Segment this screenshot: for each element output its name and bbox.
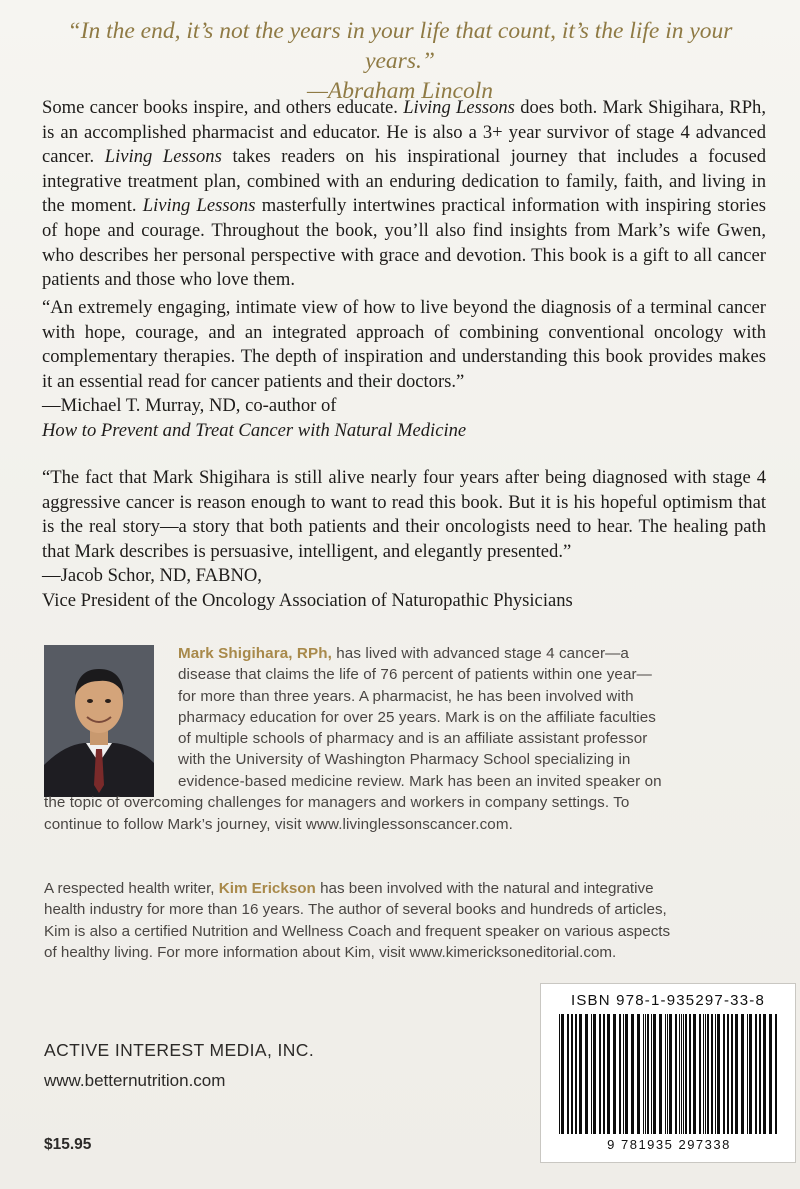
book-title: Living Lessons bbox=[403, 97, 515, 118]
endorsement-murray bbox=[42, 296, 766, 444]
endorsement-schor bbox=[42, 466, 766, 614]
barcode-bar bbox=[689, 1014, 691, 1134]
barcode-bar bbox=[759, 1014, 761, 1134]
barcode-bar bbox=[625, 1014, 628, 1134]
barcode-bar bbox=[715, 1014, 716, 1134]
barcode-bar bbox=[755, 1014, 757, 1134]
barcode-bar bbox=[775, 1014, 777, 1134]
barcode-bar bbox=[703, 1014, 704, 1134]
barcode-bars bbox=[541, 984, 795, 1162]
barcode-bar bbox=[637, 1014, 640, 1134]
barcode-bar bbox=[607, 1014, 610, 1134]
endorsement-affiliation: Vice President of the Oncology Association of Naturopathic Physicians bbox=[42, 589, 573, 611]
epigraph-attribution: —Abraham Lincoln bbox=[306, 78, 494, 104]
barcode-bar bbox=[699, 1014, 701, 1134]
barcode-bar bbox=[685, 1014, 687, 1134]
barcode-bar bbox=[669, 1014, 672, 1134]
barcode-bar bbox=[675, 1014, 677, 1134]
barcode-bar bbox=[711, 1014, 713, 1134]
barcode-bar bbox=[631, 1014, 634, 1134]
barcode-bar bbox=[643, 1014, 644, 1134]
barcode-bar bbox=[683, 1014, 684, 1134]
publisher-website: www.betternutrition.com bbox=[44, 1071, 226, 1090]
barcode-bar bbox=[593, 1014, 596, 1134]
barcode-bar bbox=[665, 1014, 666, 1134]
barcode-bar bbox=[763, 1014, 766, 1134]
barcode-bar bbox=[667, 1014, 668, 1134]
author-bio-continued: evidence-based medicine review. Mark has been an invited speaker on the topic of overcoming challenges for managers and workers in company settings. To continue to follow Mark’s journey, visit www.livinglessonscancer.com. bbox=[44, 773, 662, 833]
barcode-bar bbox=[567, 1014, 569, 1134]
barcode-bar bbox=[651, 1014, 652, 1134]
barcode-bar bbox=[705, 1014, 706, 1134]
barcode-bar bbox=[769, 1014, 772, 1134]
endorsement-text: “An extremely engaging, intimate view of how to live beyond the diagnosis of a terminal cancer with hope, courage, and an integrated approach of combining conventional oncology with complementary therapies. The depth of inspiration and understanding this book provides makes it an essential read for cancer patients and their doctors.” bbox=[42, 297, 766, 392]
barcode-bar bbox=[623, 1014, 624, 1134]
barcode-bar bbox=[659, 1014, 662, 1134]
coauthor-name: Kim Erickson bbox=[218, 880, 316, 897]
barcode-bar bbox=[591, 1014, 592, 1134]
epigraph bbox=[30, 16, 770, 106]
barcode-bar bbox=[741, 1014, 744, 1134]
book-description: Some cancer books inspire, and others educate. Living Lessons does both. Mark Shigihara, RPh, is an accomplished pharmacist and educator. He is also a 3+ year survivor of stage 4 advanced cancer. Living Lessons takes readers on his inspirational journey that includes a focused integrative treatment plan, combined with an enduring dedication to family, faith, and living in the moment. Living Lessons masterfully intertwines practical information with inspiring stories of hope and courage. Throughout the book, you’ll also find insights from Mark’s wife Gwen, who describes her personal perspective with grace and devotion. This book is a gift to all cancer patients and those who love them. bbox=[42, 97, 766, 291]
barcode-bar bbox=[645, 1014, 646, 1134]
book-title: Living Lessons bbox=[142, 195, 256, 217]
isbn-label: ISBN 978-1-935297-33-8 bbox=[570, 992, 765, 1009]
barcode-bar bbox=[585, 1014, 588, 1134]
endorsement-author: —Jacob Schor, ND, FABNO, bbox=[42, 565, 262, 587]
barcode-bar bbox=[707, 1014, 709, 1134]
barcode-bar bbox=[571, 1014, 573, 1134]
barcode-bar bbox=[735, 1014, 738, 1134]
barcode-bar bbox=[647, 1014, 649, 1134]
barcode-bar bbox=[619, 1014, 621, 1134]
isbn-barcode bbox=[540, 983, 796, 1163]
barcode-bar bbox=[731, 1014, 733, 1134]
barcode-bar bbox=[579, 1014, 582, 1134]
barcode-bar bbox=[749, 1014, 752, 1134]
author-name: Mark Shigihara, RPh, bbox=[178, 645, 332, 662]
barcode-bar bbox=[693, 1014, 696, 1134]
barcode-bar bbox=[603, 1014, 605, 1134]
endorsement-text: “The fact that Mark Shigihara is still alive nearly four years after being diagnosed with stage 4 aggressive cancer is reason enough to want to read this book. But it is his hopeful optimism that is the real story—a story that both patients and their oncologists need to hear. The healing path that Mark describes is persuasive, intelligent, and elegantly presented.” bbox=[42, 467, 766, 562]
barcode-bar bbox=[679, 1014, 680, 1134]
barcode-bar bbox=[723, 1014, 725, 1134]
barcode-digits: 9 781935 297338 bbox=[607, 1137, 731, 1152]
price: $15.95 bbox=[44, 1136, 92, 1153]
barcode-bar bbox=[575, 1014, 577, 1134]
barcode-bar bbox=[561, 1014, 564, 1134]
barcode-bar bbox=[559, 1014, 560, 1134]
barcode-bar bbox=[717, 1014, 720, 1134]
barcode-bar bbox=[599, 1014, 601, 1134]
barcode-bar bbox=[747, 1014, 748, 1134]
barcode-bar bbox=[653, 1014, 656, 1134]
endorsement-author: —Michael T. Murray, ND, co-author of bbox=[42, 395, 337, 417]
barcode-bar bbox=[727, 1014, 729, 1134]
barcode-bar bbox=[613, 1014, 616, 1134]
publisher-name: ACTIVE INTEREST MEDIA, INC. bbox=[44, 1040, 315, 1060]
coauthor-bio: A respected health writer, Kim Erickson has been involved with the natural and integrative health industry for more than 16 years. The author of several books and hundreds of articles, Kim is also a certified Nutrition and Wellness Coach and frequent speaker on various aspects of healthy living. For more information about Kim, visit www.kimericksoneditorial.com. bbox=[44, 880, 671, 961]
author-bio: Mark Shigihara, RPh, has lived with advanced stage 4 cancer—a disease that claims the life of 76 percent of patients within one year— for more than three years. A pharmacist, he has been involved with pharmacy education for over 25 years. Mark is on the affiliate faculties of multiple schools of pharmacy and is an affiliate assistant professor with the University of Washington Pharmacy School specializing in bbox=[178, 645, 656, 769]
book-title: Living Lessons bbox=[104, 146, 222, 168]
endorsement-affiliation: How to Prevent and Treat Cancer with Natural Medicine bbox=[42, 419, 467, 441]
barcode-bar bbox=[681, 1014, 682, 1134]
epigraph-quote: “In the end, it’s not the years in your life that count, it’s the life in your years.” bbox=[67, 18, 733, 74]
